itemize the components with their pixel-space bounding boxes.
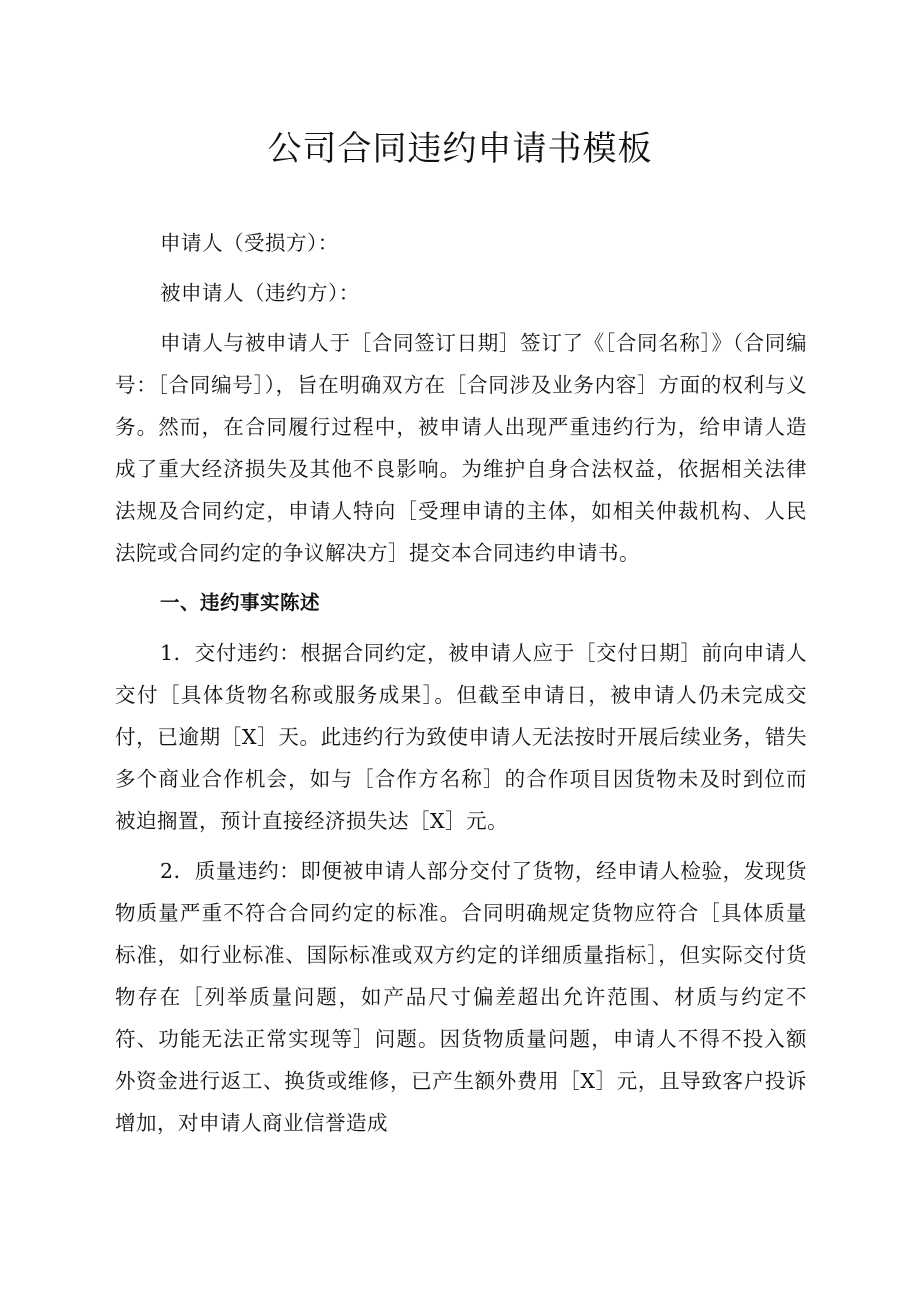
document-title: 公司合同违约申请书模板: [267, 129, 653, 169]
intro-paragraph: 申请人与被申请人于［合同签订日期］签订了《［合同名称］》（合同编号：［合同编号］），旨在明确双方在［合同涉及业务内容］方面的权利与义务。然而，在合同履行过程中，被申请人出现严重违约行为，给申请人造成了重大经济损失及其他不良影响。为维护自身合法权益，依据相关法律法规及合同约定，申请人特向［受理申请的主体，如相关仲裁机构、人民法院或合同约定的争议解决方］提交本合同违约申请书。: [115, 331, 807, 565]
applicant-line: 申请人（受损方）：: [160, 231, 339, 255]
section-heading: 一、违约事实陈述: [160, 591, 321, 614]
delivery-breach-paragraph: 1．交付违约：根据合同约定，被申请人应于［交付日期］前向申请人交付［具体货物名称或服务成果］。但截至申请日，被申请人仍未完成交付，已逾期［X］天。此违约行为致使申请人无法按时开展后续业务，错失多个商业合作机会，如与［合作方名称］的合作项目因货物未及时到位而被迫搁置，预计直接经济损失达［X］元。: [115, 641, 807, 833]
quality-breach-paragraph: 2．质量违约：即便被申请人部分交付了货物，经申请人检验，发现货物质量严重不符合合同约定的标准。合同明确规定货物应符合［具体质量标准，如行业标准、国际标准或双方约定的详细质量指标］，但实际交付货物存在［列举质量问题，如产品尺寸偏差超出允许范围、材质与约定不符、功能无法正常实现等］问题。因货物质量问题，申请人不得不投入额外资金进行返工、换货或维修，已产生额外费用［X］元，且导致客户投诉增加，对申请人商业信誉造成: [115, 859, 807, 1135]
document-body: [115, 222, 807, 1152]
respondent-line: 被申请人（违约方）：: [160, 281, 360, 305]
